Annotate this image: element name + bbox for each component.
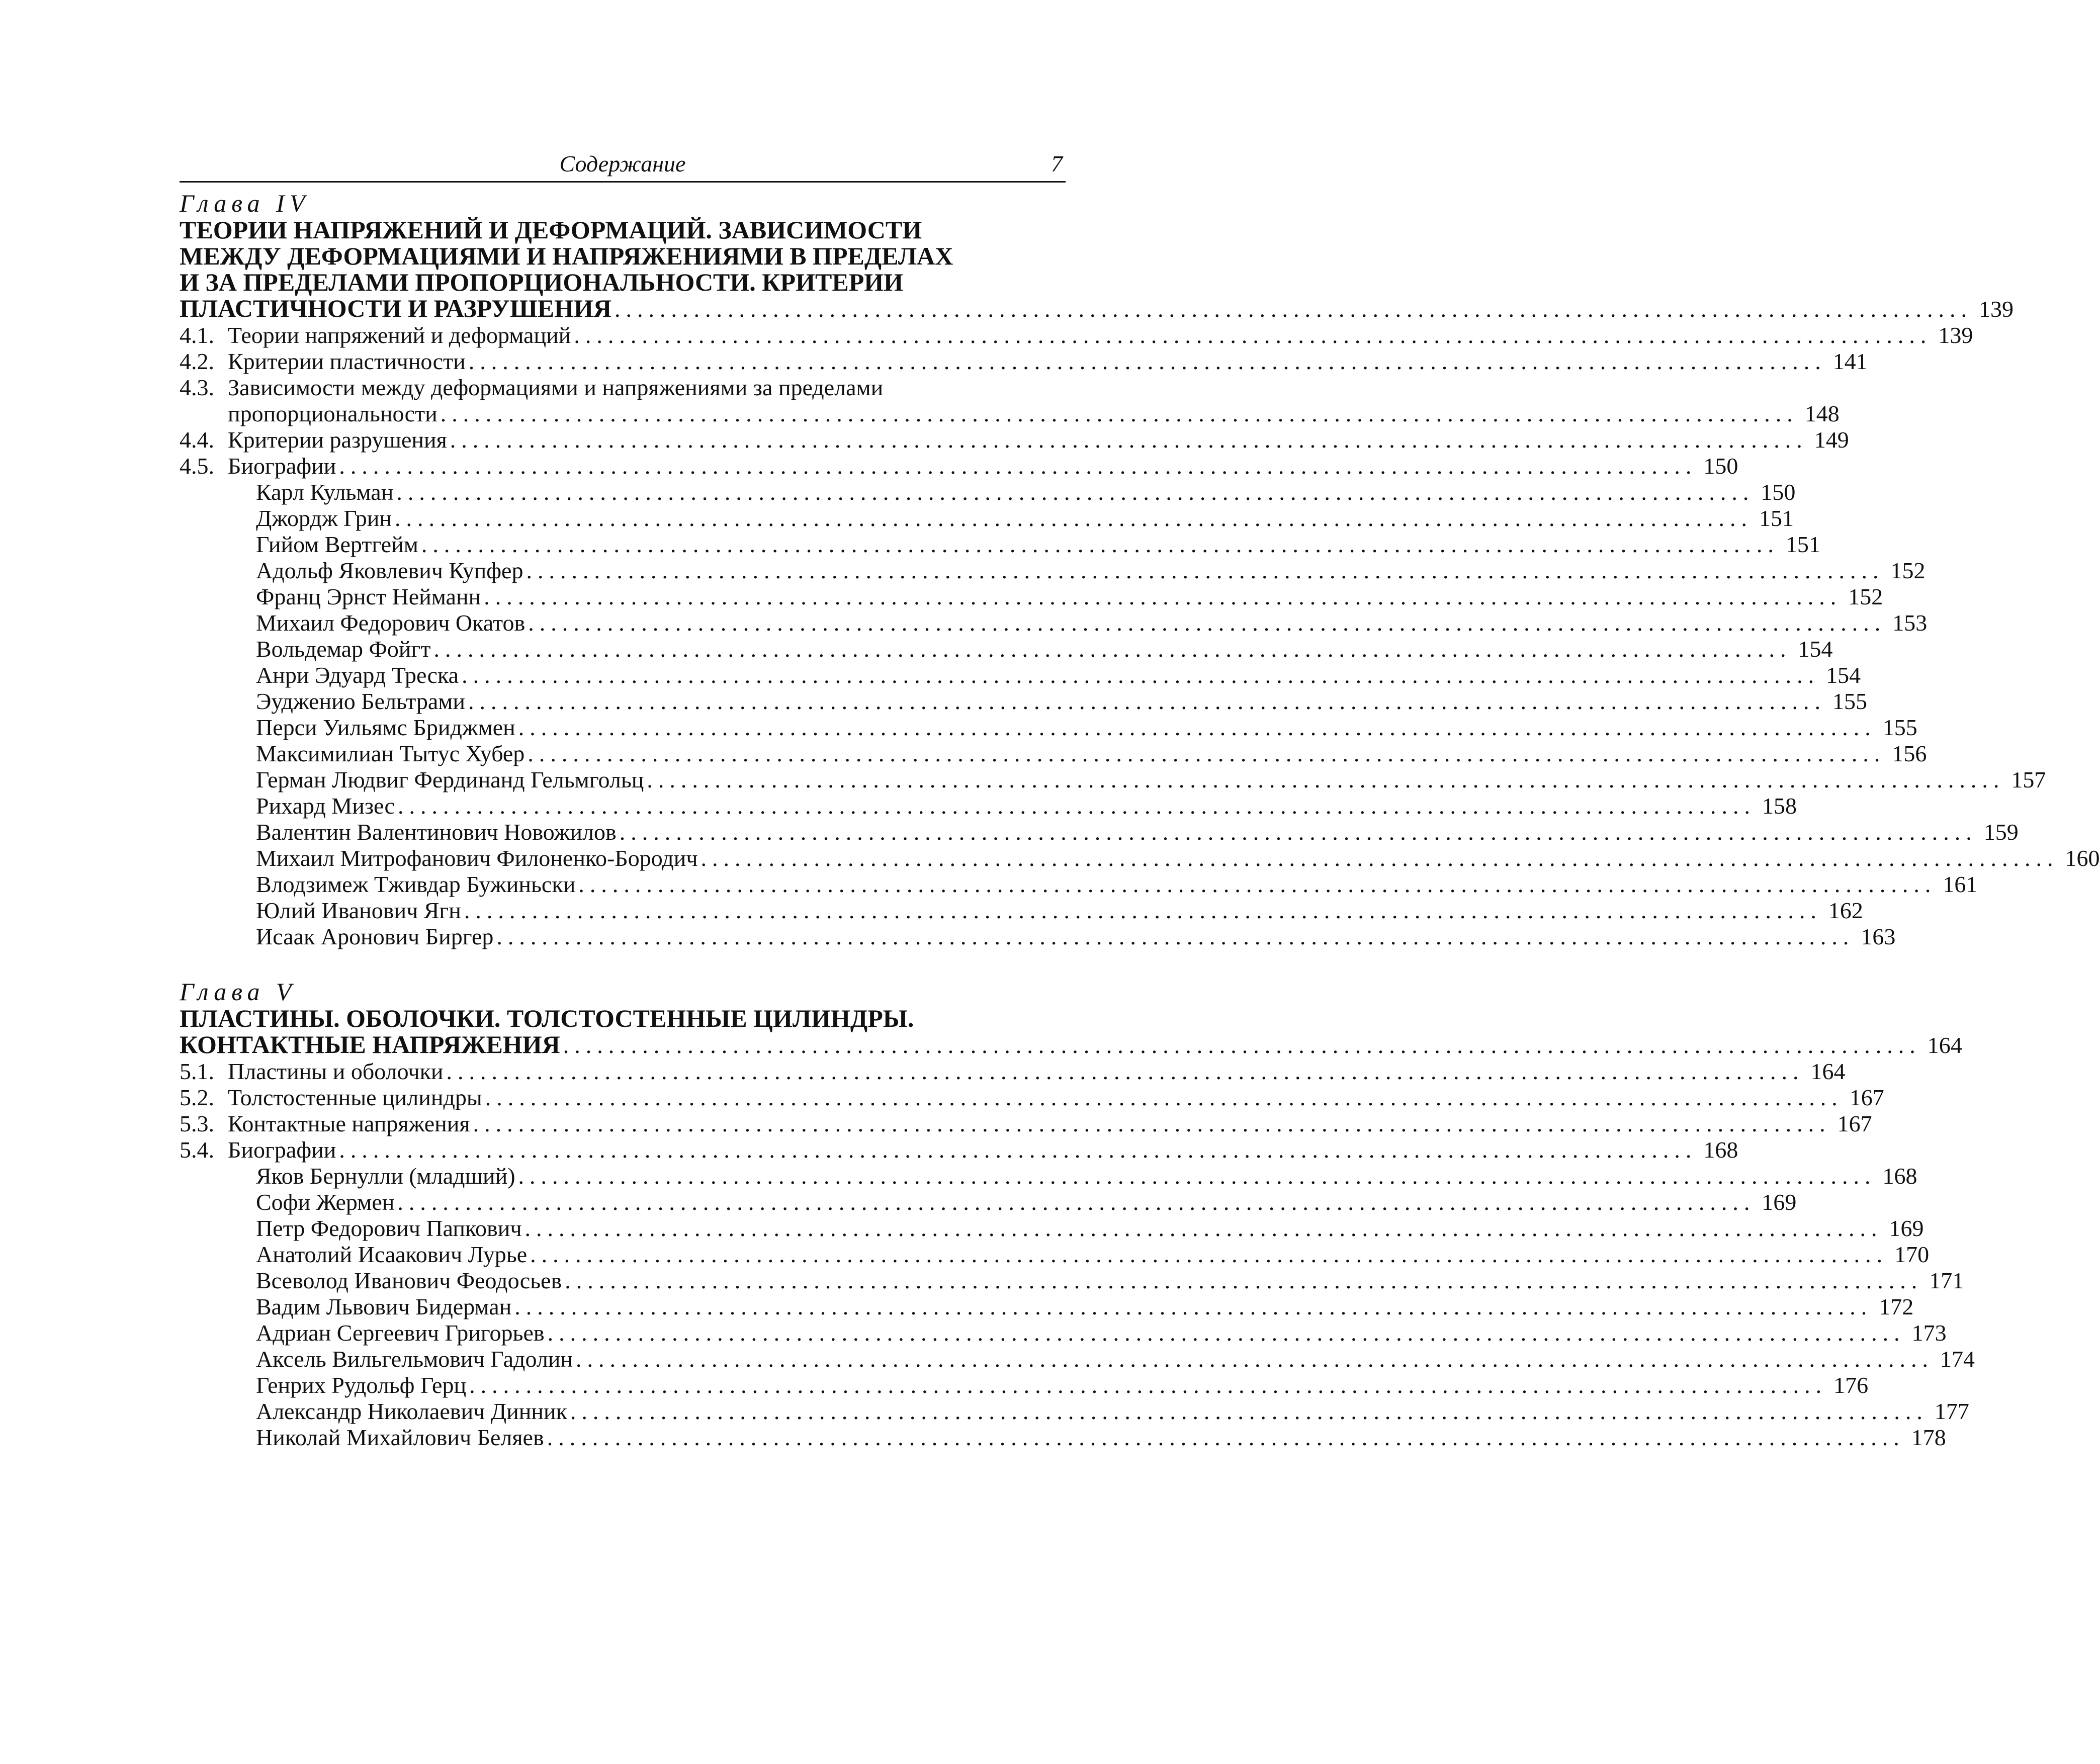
leader-dots: ........................................................................................................................ xyxy=(530,1242,1888,1267)
page-number: 174 xyxy=(1940,1346,1975,1372)
leader-dots: ........................................................................................................................ xyxy=(526,558,1884,583)
leader-dots: ........................................................................................................................ xyxy=(440,401,1798,426)
section-title: Биографии xyxy=(228,1137,336,1163)
leader-dots: ........................................................................................................................ xyxy=(563,1032,1921,1058)
chapter-title-line: ТЕОРИИ НАПРЯЖЕНИЙ И ДЕФОРМАЦИЙ. ЗАВИСИМОСТИ xyxy=(180,216,922,244)
biography-name: Михаил Федорович Окатов xyxy=(256,610,526,636)
toc-biography[interactable] xyxy=(180,1372,1869,1398)
leader-dots: ........................................................................................................................ xyxy=(446,1059,1804,1084)
page-number: 160 xyxy=(2065,845,2100,871)
toc-biography[interactable] xyxy=(180,715,1917,741)
page-number: 176 xyxy=(1833,1372,1869,1398)
toc-biography[interactable] xyxy=(180,898,1863,924)
leader-dots: ........................................................................................................................ xyxy=(496,924,1855,949)
toc-biography[interactable] xyxy=(180,1189,1797,1215)
section-number: 5.1. xyxy=(180,1059,214,1084)
toc-biography[interactable] xyxy=(180,1268,1964,1294)
toc-biography[interactable] xyxy=(180,741,1927,767)
toc-biography[interactable] xyxy=(180,1215,1924,1242)
leader-dots: ........................................................................................................................ xyxy=(614,296,1972,322)
toc-biography[interactable] xyxy=(180,584,1883,610)
section-number: 5.2. xyxy=(180,1085,214,1110)
page-number: 148 xyxy=(1804,401,1840,426)
toc-biography[interactable] xyxy=(180,479,1796,505)
leader-dots: ........................................................................................................................ xyxy=(485,1085,1843,1110)
section-number: 5.4. xyxy=(180,1137,214,1163)
toc-biography[interactable] xyxy=(180,505,1794,532)
leader-dots: ........................................................................................................................ xyxy=(396,479,1755,505)
toc-biography[interactable] xyxy=(180,767,2046,793)
page-number: 141 xyxy=(1832,348,1868,374)
toc-biography[interactable] xyxy=(180,1398,1969,1425)
biography-name: Анатолий Исаакович Лурье xyxy=(256,1242,528,1267)
biography-name: Николай Михайлович Беляев xyxy=(256,1425,544,1450)
biography-name: Джордж Грин xyxy=(256,505,392,531)
biography-name: Михаил Митрофанович Филоненко-Бородич xyxy=(256,845,698,871)
leader-dots: ........................................................................................................................ xyxy=(464,898,1822,923)
toc-biography[interactable] xyxy=(180,688,1868,715)
page-number: 164 xyxy=(1927,1032,1962,1058)
section-title-line: пропорциональности xyxy=(228,401,438,426)
leader-dots: ........................................................................................................................ xyxy=(547,1425,1905,1450)
page-number: 150 xyxy=(1703,453,1738,479)
chapter-4 xyxy=(180,189,2100,950)
biography-name: Адольф Яковлевич Купфер xyxy=(256,558,523,583)
chapter-5 xyxy=(180,978,1975,1451)
leader-dots: ........................................................................................................................ xyxy=(528,610,1886,636)
page-number: 169 xyxy=(1889,1215,1924,1241)
page-number: 154 xyxy=(1798,636,1833,662)
section-number: 4.3. xyxy=(180,375,214,400)
page-number: 139 xyxy=(1938,322,1973,348)
leader-dots: ........................................................................................................................ xyxy=(565,1268,1923,1293)
page-number: 151 xyxy=(1759,505,1794,531)
biography-name: Адриан Сергеевич Григорьев xyxy=(256,1320,545,1346)
page-number: 152 xyxy=(1890,558,1926,583)
page-number: 152 xyxy=(1848,584,1883,609)
toc-section[interactable] xyxy=(180,1059,1846,1085)
leader-dots: ........................................................................................................................ xyxy=(484,584,1842,609)
leader-dots: ........................................................................................................................ xyxy=(647,767,2005,792)
leader-dots: ........................................................................................................................ xyxy=(469,1372,1827,1398)
leader-dots: ........................................................................................................................ xyxy=(514,1294,1873,1319)
chapter-label: Глава V xyxy=(180,978,297,1006)
biography-name: Валентин Валентинович Новожилов xyxy=(256,819,617,845)
leader-dots: ........................................................................................................................ xyxy=(518,1163,1876,1189)
toc-section[interactable] xyxy=(180,1137,1738,1163)
page-number: 177 xyxy=(1934,1398,1969,1424)
page-number: 163 xyxy=(1861,924,1896,949)
page-number: 149 xyxy=(1814,427,1849,453)
page-number: 171 xyxy=(1929,1268,1964,1293)
toc-biography[interactable] xyxy=(180,924,1896,950)
chapter-title-line: МЕЖДУ ДЕФОРМАЦИЯМИ И НАПРЯЖЕНИЯМИ В ПРЕДЕЛАХ xyxy=(180,242,953,270)
toc-biography[interactable] xyxy=(180,1242,1930,1268)
header-page-number: 7 xyxy=(1051,151,1063,177)
page-number: 158 xyxy=(1762,793,1797,819)
leader-dots: ........................................................................................................................ xyxy=(518,715,1876,740)
page-number: 150 xyxy=(1761,479,1796,505)
section-title-line: Зависимости между деформациями и напряжениями за пределами xyxy=(228,375,884,400)
section-title: Толстостенные цилиндры xyxy=(228,1085,482,1110)
page-number: 169 xyxy=(1762,1189,1797,1215)
page-number: 139 xyxy=(1978,296,2014,322)
page-number: 167 xyxy=(1849,1085,1884,1110)
toc-section[interactable] xyxy=(180,348,1868,375)
toc-biography[interactable] xyxy=(180,845,2100,871)
section-title: Биографии xyxy=(228,453,336,479)
biography-name: Перси Уильямс Бриджмен xyxy=(256,715,515,740)
page-number: 173 xyxy=(1911,1320,1947,1346)
page-number: 157 xyxy=(2011,767,2046,792)
page-number: 164 xyxy=(1810,1059,1846,1084)
page-number: 168 xyxy=(1703,1137,1738,1163)
toc-biography[interactable] xyxy=(180,532,1820,558)
toc-section[interactable] xyxy=(180,1111,1872,1137)
section-title: Критерии пластичности xyxy=(228,348,466,374)
page-number: 170 xyxy=(1894,1242,1930,1267)
biography-name: Яков Бернулли (младший) xyxy=(256,1163,515,1189)
toc-biography[interactable] xyxy=(180,871,1978,898)
page-number: 168 xyxy=(1882,1163,1917,1189)
toc-section[interactable] xyxy=(180,453,1738,479)
leader-dots: ........................................................................................................................ xyxy=(397,1189,1756,1215)
biography-name: Гийом Вертгейм xyxy=(256,532,418,557)
section-number: 4.1. xyxy=(180,322,214,348)
leader-dots: ........................................................................................................................ xyxy=(468,348,1826,374)
section-title: Контактные напряжения xyxy=(228,1111,470,1136)
page-number: 159 xyxy=(1983,819,2019,845)
page-number: 155 xyxy=(1832,688,1868,714)
toc-biography[interactable] xyxy=(180,819,2019,845)
leader-dots: ........................................................................................................................ xyxy=(701,845,2059,871)
toc-biography[interactable] xyxy=(180,1163,1917,1189)
toc-biography[interactable] xyxy=(180,662,1861,688)
biography-name: Максимилиан Тытус Хубер xyxy=(256,741,525,766)
toc-biography[interactable] xyxy=(180,1320,1947,1346)
biography-name: Анри Эдуард Треска xyxy=(256,662,459,688)
biography-name: Карл Кульман xyxy=(256,479,394,505)
biography-name: Генрих Рудольф Герц xyxy=(256,1372,467,1398)
page-number: 153 xyxy=(1892,610,1928,636)
section-number: 4.2. xyxy=(180,348,214,374)
leader-dots: ........................................................................................................................ xyxy=(524,1215,1883,1241)
toc-section-multiline[interactable] xyxy=(180,375,1840,427)
header-title: Содержание xyxy=(559,151,686,177)
leader-dots: ........................................................................................................................ xyxy=(339,1137,1697,1163)
leader-dots: ........................................................................................................................ xyxy=(570,1398,1928,1424)
biography-name: Аксель Вильгельмович Гадолин xyxy=(256,1346,573,1372)
leader-dots: ........................................................................................................................ xyxy=(528,741,1886,766)
chapter-title-line: ПЛАСТИНЫ. ОБОЛОЧКИ. ТОЛСТОСТЕННЫЕ ЦИЛИНДРЫ. xyxy=(180,1004,914,1032)
biography-name: Эудженио Бельтрами xyxy=(256,688,466,714)
biography-name: Рихард Мизес xyxy=(256,793,395,819)
section-title: Теории напряжений и деформаций xyxy=(228,322,571,348)
page-number: 162 xyxy=(1828,898,1863,923)
leader-dots: ........................................................................................................................ xyxy=(462,662,1820,688)
page-number: 167 xyxy=(1837,1111,1872,1136)
page-number: 154 xyxy=(1826,662,1861,688)
leader-dots: ........................................................................................................................ xyxy=(468,688,1826,714)
leader-dots: ........................................................................................................................ xyxy=(395,505,1753,531)
leader-dots: ........................................................................................................................ xyxy=(576,1346,1934,1372)
leader-dots: ........................................................................................................................ xyxy=(450,427,1808,453)
section-title: Критерии разрушения xyxy=(228,427,447,453)
biography-name: Александр Николаевич Динник xyxy=(256,1398,567,1424)
chapter-title-last-line: ПЛАСТИЧНОСТИ И РАЗРУШЕНИЯ xyxy=(180,294,611,322)
page-number: 172 xyxy=(1879,1294,1914,1319)
biography-name: Вадим Львович Бидерман xyxy=(256,1294,512,1319)
biography-name: Петр Федорович Папкович xyxy=(256,1215,522,1241)
toc-section[interactable] xyxy=(180,322,1973,348)
section-number: 4.4. xyxy=(180,427,214,453)
biography-name: Герман Людвиг Фердинанд Гельмгольц xyxy=(256,767,644,792)
section-title: Пластины и оболочки xyxy=(228,1059,444,1084)
leader-dots: ........................................................................................................................ xyxy=(421,532,1779,557)
leader-dots: ........................................................................................................................ xyxy=(473,1111,1831,1136)
leader-dots: ........................................................................................................................ xyxy=(574,322,1932,348)
toc-biography[interactable] xyxy=(180,1425,1946,1451)
leader-dots: ........................................................................................................................ xyxy=(547,1320,1905,1346)
running-header xyxy=(180,150,1066,183)
chapter-label: Глава IV xyxy=(180,189,310,217)
leader-dots: ........................................................................................................................ xyxy=(619,819,1977,845)
toc-section[interactable] xyxy=(180,1085,1884,1111)
toc-biography[interactable] xyxy=(180,610,1928,636)
page-number: 161 xyxy=(1943,871,1978,897)
page-number: 151 xyxy=(1785,532,1820,557)
section-number: 5.3. xyxy=(180,1111,214,1136)
chapter-title-last-line: КОНТАКТНЫЕ НАПРЯЖЕНИЯ xyxy=(180,1030,560,1059)
section-number: 4.5. xyxy=(180,453,214,479)
page-number: 155 xyxy=(1882,715,1917,740)
leader-dots: ........................................................................................................................ xyxy=(397,793,1756,819)
page-number: 178 xyxy=(1911,1425,1946,1450)
chapter-title-entry[interactable] xyxy=(180,294,2014,322)
biography-name: Всеволод Иванович Феодосьев xyxy=(256,1268,562,1293)
table-of-contents-page xyxy=(180,150,2100,1451)
leader-dots: ........................................................................................................................ xyxy=(433,636,1792,662)
toc-biography[interactable] xyxy=(180,793,1797,819)
leader-dots: ........................................................................................................................ xyxy=(339,453,1697,479)
toc-section[interactable] xyxy=(180,427,1849,453)
chapter-title-entry[interactable] xyxy=(180,1030,1962,1059)
toc-biography[interactable] xyxy=(180,1294,1914,1320)
biography-name: Вольдемар Фойгт xyxy=(256,636,431,662)
biography-name: Франц Эрнст Нейманн xyxy=(256,584,481,609)
toc-biography[interactable] xyxy=(180,558,1926,584)
chapter-title-line: И ЗА ПРЕДЕЛАМИ ПРОПОРЦИОНАЛЬНОСТИ. КРИТЕРИИ xyxy=(180,268,904,296)
biography-name: Софи Жермен xyxy=(256,1189,395,1215)
page-number: 156 xyxy=(1892,741,1927,766)
biography-name: Влодзимеж Тживдар Бужиньски xyxy=(256,871,576,897)
biography-name: Юлий Иванович Ягн xyxy=(256,898,461,923)
biography-name: Исаак Аронович Биргер xyxy=(256,924,494,949)
toc-biography[interactable] xyxy=(180,1346,1975,1372)
leader-dots: ........................................................................................................................ xyxy=(578,871,1937,897)
toc-biography[interactable] xyxy=(180,636,1833,662)
